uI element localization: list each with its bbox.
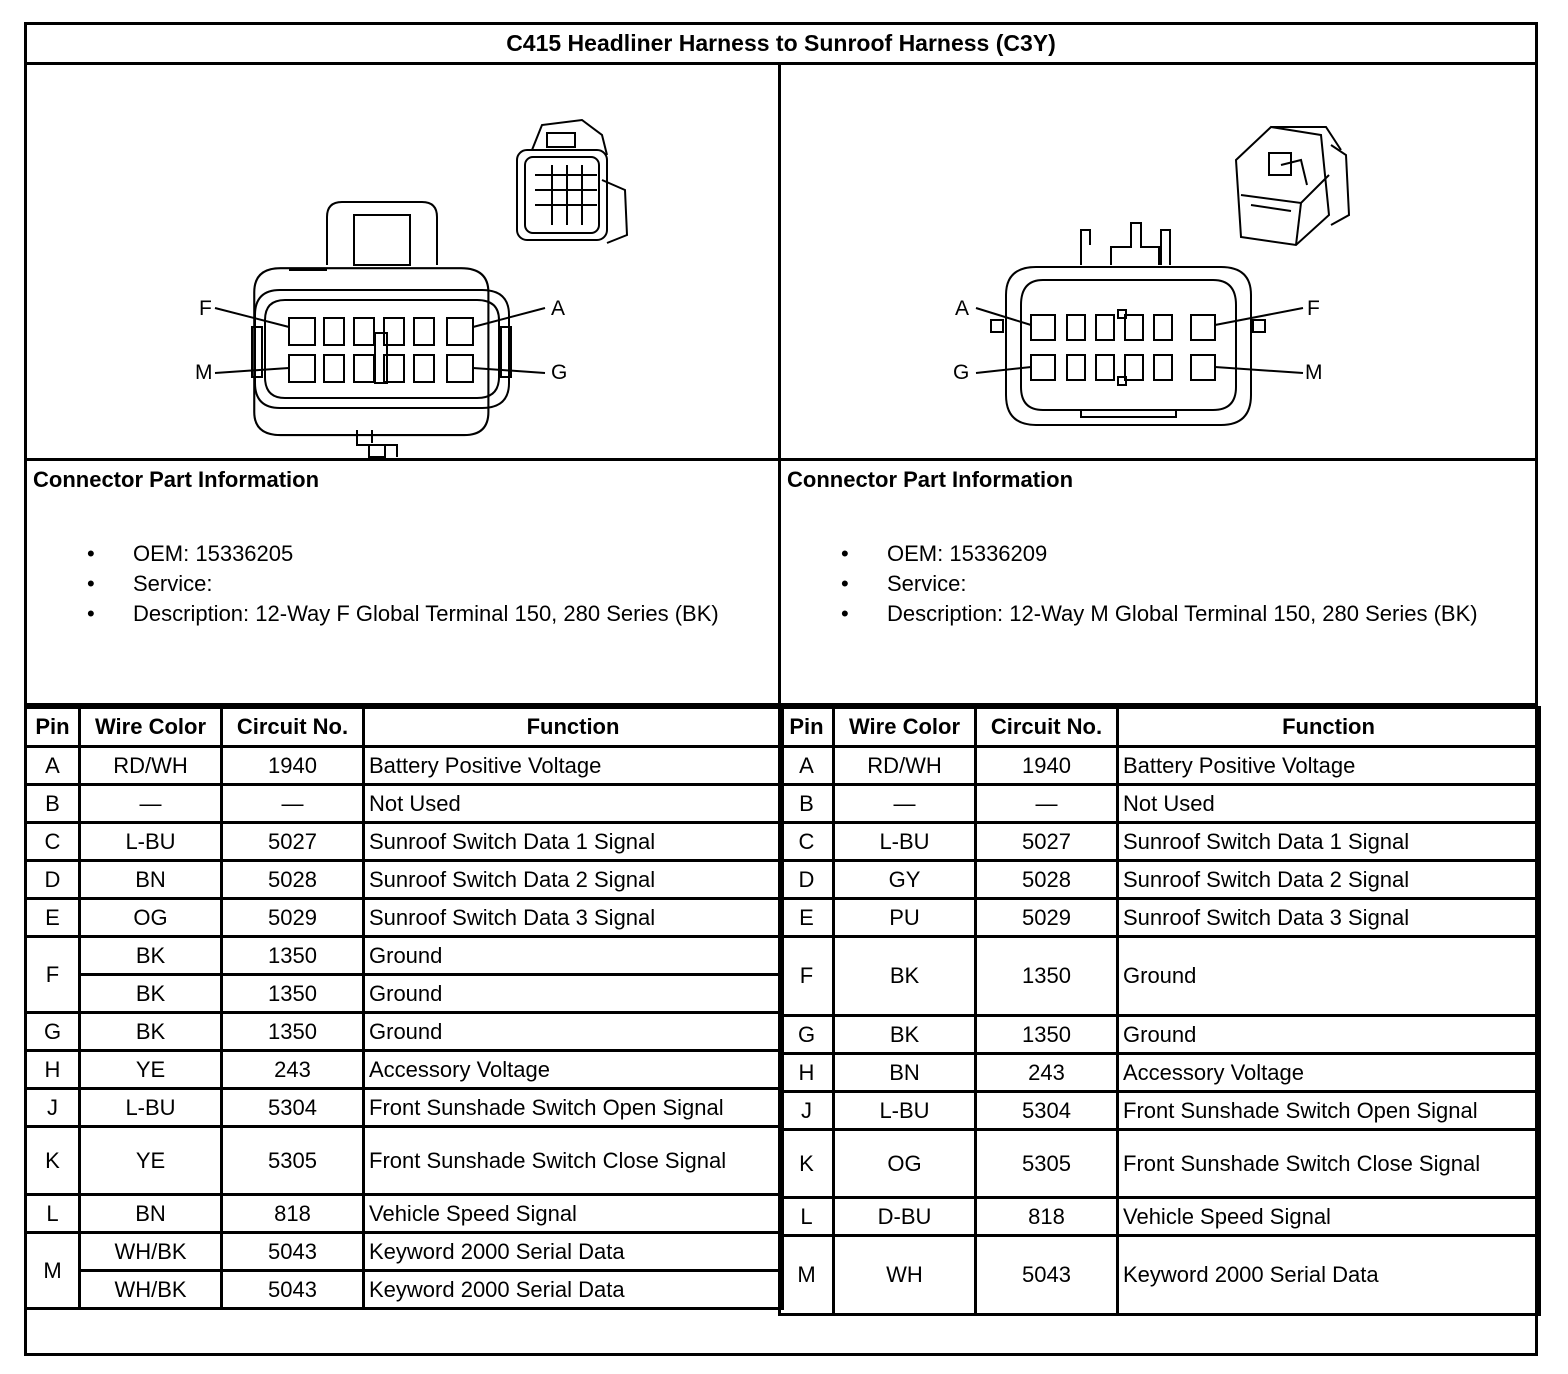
pin-cell: E [26,899,80,937]
table-row [26,975,783,1013]
wire-cell: RD/WH [834,747,976,785]
circuit-cell: 5043 [222,1233,364,1271]
table-row [780,937,1540,1016]
function-cell: Battery Positive Voltage [1118,747,1540,785]
pin-cell: J [780,1092,834,1130]
info-value: 15336205 [195,541,294,566]
circuit-cell: 5029 [976,899,1118,937]
pin-cell: G [780,1016,834,1054]
function-cell: Keyword 2000 Serial Data [364,1233,783,1271]
info-item-description: • Description: 12-Way M Global Terminal 150, 280 Series (BK) [841,601,1478,626]
wire-cell: YE [80,1051,222,1089]
function-cell: Sunroof Switch Data 2 Signal [1118,861,1540,899]
info-label: OEM: [887,541,944,566]
table-row [26,1089,783,1127]
pin-cell: H [780,1054,834,1092]
circuit-cell: 1350 [976,1016,1118,1054]
wire-cell: OG [80,899,222,937]
wire-cell: RD/WH [80,747,222,785]
table-header-row [26,708,783,747]
circuit-cell: 243 [222,1051,364,1089]
info-label: Description: [887,601,1004,626]
info-item-service: • Service: [841,571,967,596]
function-cell: Sunroof Switch Data 2 Signal [364,861,783,899]
circuit-cell: 818 [222,1195,364,1233]
wire-color-header: Wire Color [80,708,222,747]
table-row [26,823,783,861]
function-cell: Vehicle Speed Signal [1118,1198,1540,1236]
info-list [787,539,1532,629]
circuit-cell: 818 [976,1198,1118,1236]
info-item-oem: • OEM: 15336209 [841,541,1048,566]
table-row [780,785,1540,823]
table-row [780,1016,1540,1054]
function-cell: Sunroof Switch Data 1 Signal [1118,823,1540,861]
info-label: OEM: [133,541,190,566]
circuit-header: Circuit No. [976,708,1118,747]
circuit-cell: 5043 [976,1236,1118,1315]
wire-cell: PU [834,899,976,937]
function-cell: Ground [364,975,783,1013]
wire-cell: L-BU [834,1092,976,1130]
wire-cell: BK [834,937,976,1016]
wire-cell: D-BU [834,1198,976,1236]
info-value: 15336209 [949,541,1048,566]
pin-cell: F [780,937,834,1016]
table-row [26,1051,783,1089]
wire-cell: L-BU [80,1089,222,1127]
pin-cell: D [780,861,834,899]
left-label-m: M [195,361,213,384]
wire-cell: BN [80,1195,222,1233]
pin-header: Pin [26,708,80,747]
info-item-service: • Service: [87,571,213,596]
right-pinout-table [778,706,1541,1316]
right-label-a: A [955,297,970,320]
function-cell: Accessory Voltage [1118,1054,1540,1092]
pin-cell: M [780,1236,834,1315]
table-row [26,1127,783,1195]
info-label: Description: [133,601,250,626]
right-label-m: M [1305,361,1323,384]
info-item-description: • Description: 12-Way F Global Terminal 150, 280 Series (BK) [87,601,719,626]
left-label-a: A [551,297,566,320]
circuit-cell: 5304 [976,1092,1118,1130]
wire-cell: BN [834,1054,976,1092]
table-row [26,747,783,785]
connector-3d-icon [1236,127,1349,245]
info-value: 12-Way M Global Terminal 150, 280 Series (BK) [1009,601,1478,626]
table-row [26,785,783,823]
function-cell: Keyword 2000 Serial Data [364,1271,783,1309]
pin-cell: B [780,785,834,823]
function-cell: Vehicle Speed Signal [364,1195,783,1233]
right-connector-diagram [781,65,1538,458]
right-part-info [781,461,1538,706]
table-row [780,1130,1540,1198]
circuit-cell: 5043 [222,1271,364,1309]
circuit-cell: 5304 [222,1089,364,1127]
connector-sheet [24,22,1538,1356]
circuit-cell: 1350 [976,937,1118,1016]
info-list [33,539,772,629]
wire-cell: WH [834,1236,976,1315]
wire-cell: OG [834,1130,976,1198]
circuit-cell: 5305 [222,1127,364,1195]
circuit-cell: 1350 [222,1013,364,1051]
circuit-cell: 1940 [976,747,1118,785]
wire-cell: L-BU [80,823,222,861]
pin-cell: A [780,747,834,785]
pin-cell: C [26,823,80,861]
function-cell: Ground [364,937,783,975]
table-row [26,937,783,975]
wire-cell: GY [834,861,976,899]
circuit-cell: 5028 [976,861,1118,899]
info-label: Service: [887,571,967,596]
wire-cell: BK [80,937,222,975]
pin-cell: L [780,1198,834,1236]
function-cell: Front Sunshade Switch Close Signal [364,1127,783,1195]
wire-cell: L-BU [834,823,976,861]
function-cell: Ground [1118,937,1540,1016]
wire-cell: BK [80,975,222,1013]
wire-cell: WH/BK [80,1233,222,1271]
info-title: Connector Part Information [33,467,320,492]
circuit-cell: 1350 [222,975,364,1013]
function-cell: Accessory Voltage [364,1051,783,1089]
left-label-g: G [551,361,568,384]
circuit-cell: — [976,785,1118,823]
connector-3d-icon [517,120,627,243]
table-row [780,1054,1540,1092]
right-label-g: G [953,361,970,384]
circuit-cell: 1350 [222,937,364,975]
function-cell: Battery Positive Voltage [364,747,783,785]
female-connector-drawing [27,65,778,458]
table-row [26,1233,783,1271]
table-row [26,899,783,937]
table-row [780,1198,1540,1236]
wire-color-header: Wire Color [834,708,976,747]
pin-cell: E [780,899,834,937]
circuit-cell: 5027 [976,823,1118,861]
table-row [26,1013,783,1051]
function-cell: Front Sunshade Switch Open Signal [1118,1092,1540,1130]
left-part-info [27,461,778,706]
male-connector-drawing [781,65,1538,458]
pin-cell: B [26,785,80,823]
sheet-title: C415 Headliner Harness to Sunroof Harness (C3Y) [27,25,1535,65]
wire-cell: WH/BK [80,1271,222,1309]
function-cell: Ground [1118,1016,1540,1054]
circuit-header: Circuit No. [222,708,364,747]
left-connector-diagram [27,65,778,458]
pin-cell: D [26,861,80,899]
function-cell: Front Sunshade Switch Close Signal [1118,1130,1540,1198]
wire-cell: BN [80,861,222,899]
pin-cell: G [26,1013,80,1051]
pin-cell: M [26,1233,80,1309]
circuit-cell: 5029 [222,899,364,937]
table-row [780,823,1540,861]
pin-header: Pin [780,708,834,747]
table-row [780,1236,1540,1315]
info-title: Connector Part Information [787,467,1074,492]
table-row [780,899,1540,937]
table-row [26,1195,783,1233]
table-row [26,861,783,899]
table-row [780,747,1540,785]
circuit-cell: 5027 [222,823,364,861]
circuit-cell: 5305 [976,1130,1118,1198]
wire-cell: YE [80,1127,222,1195]
function-cell: Not Used [364,785,783,823]
wire-cell: BK [834,1016,976,1054]
function-cell: Keyword 2000 Serial Data [1118,1236,1540,1315]
pin-cell: C [780,823,834,861]
wire-cell: — [80,785,222,823]
wire-cell: — [834,785,976,823]
table-row [780,861,1540,899]
pin-cell: F [26,937,80,1013]
left-pinout-table [24,706,784,1310]
pin-cell: A [26,747,80,785]
wire-cell: BK [80,1013,222,1051]
pin-cell: J [26,1089,80,1127]
right-label-f: F [1307,297,1320,320]
info-label: Service: [133,571,213,596]
pin-cell: K [780,1130,834,1198]
function-cell: Ground [364,1013,783,1051]
table-header-row [780,708,1540,747]
function-cell: Sunroof Switch Data 3 Signal [364,899,783,937]
function-cell: Sunroof Switch Data 1 Signal [364,823,783,861]
function-cell: Front Sunshade Switch Open Signal [364,1089,783,1127]
pin-cell: K [26,1127,80,1195]
info-value: 12-Way F Global Terminal 150, 280 Series (BK) [255,601,719,626]
circuit-cell: — [222,785,364,823]
pin-cell: L [26,1195,80,1233]
pin-cell: H [26,1051,80,1089]
function-cell: Not Used [1118,785,1540,823]
function-header: Function [1118,708,1540,747]
left-label-f: F [199,297,212,320]
table-row [26,1271,783,1309]
function-header: Function [364,708,783,747]
circuit-cell: 243 [976,1054,1118,1092]
function-cell: Sunroof Switch Data 3 Signal [1118,899,1540,937]
info-item-oem: • OEM: 15336205 [87,541,294,566]
circuit-cell: 1940 [222,747,364,785]
table-row [780,1092,1540,1130]
circuit-cell: 5028 [222,861,364,899]
